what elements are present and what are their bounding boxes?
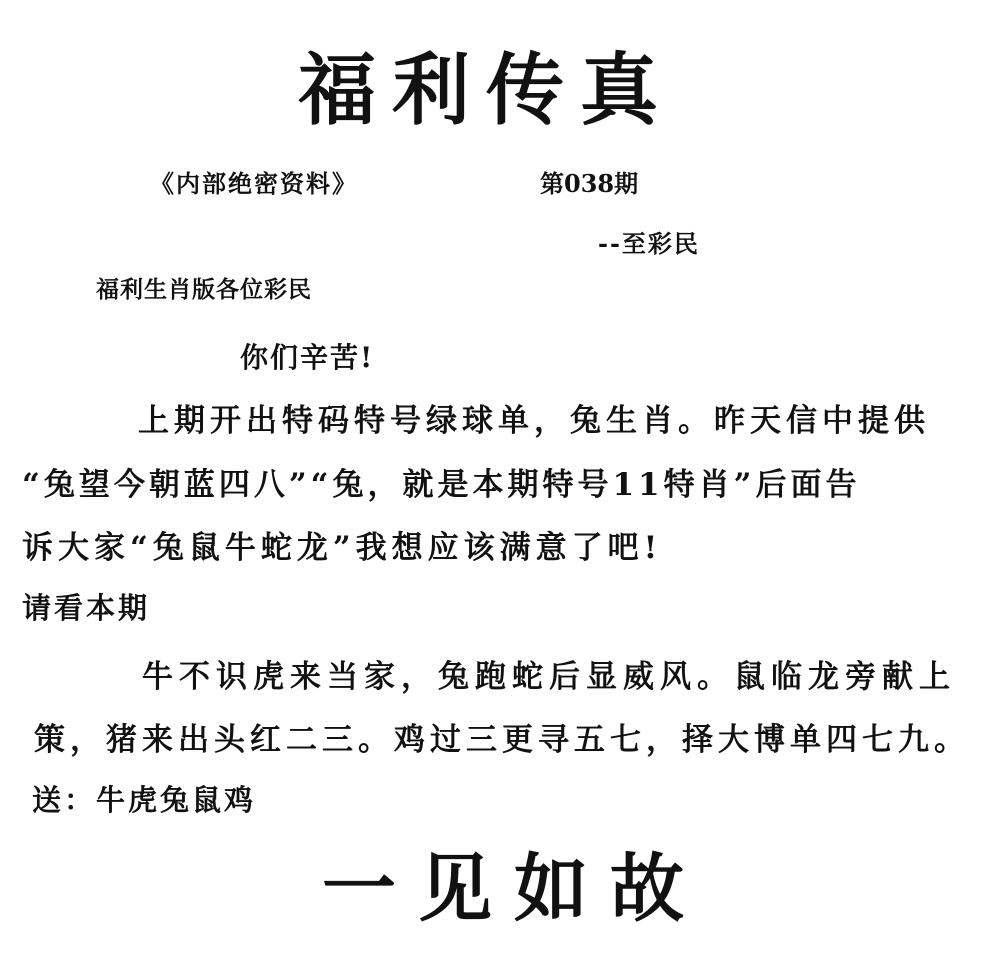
body-line-7: 送：牛虎兔鼠鸡 — [32, 783, 257, 817]
body-line-4: 请看本期 — [22, 591, 151, 625]
issue-number: 第038期 — [540, 169, 639, 198]
document-subtitle: 《内部绝密资料》 — [150, 169, 358, 198]
body-line-3: 诉大家“兔鼠牛蛇龙”我想应该满意了吧! — [22, 530, 663, 566]
body-line-5: 牛不识虎来当家，兔跑蛇后显威风。鼠临龙旁献上 — [142, 659, 956, 695]
body-line-1: 上期开出特码特号绿球单，兔生肖。昨天信中提供 — [138, 403, 930, 439]
author-signature: --至彩民 — [598, 229, 700, 258]
greeting: 你们辛苦! — [240, 341, 375, 374]
body-line-6: 策，猪来出头红二三。鸡过三更寻五七，择大博单四七九。 — [34, 722, 970, 758]
document-title: 福利传真 — [298, 45, 675, 136]
body-line-2: “兔望今朝蓝四八”“兔，就是本期特号11特肖”后面告 — [22, 467, 861, 503]
salutation: 福利生肖版各位彩民 — [96, 276, 312, 303]
closing-text: 一见如故 — [322, 846, 706, 932]
